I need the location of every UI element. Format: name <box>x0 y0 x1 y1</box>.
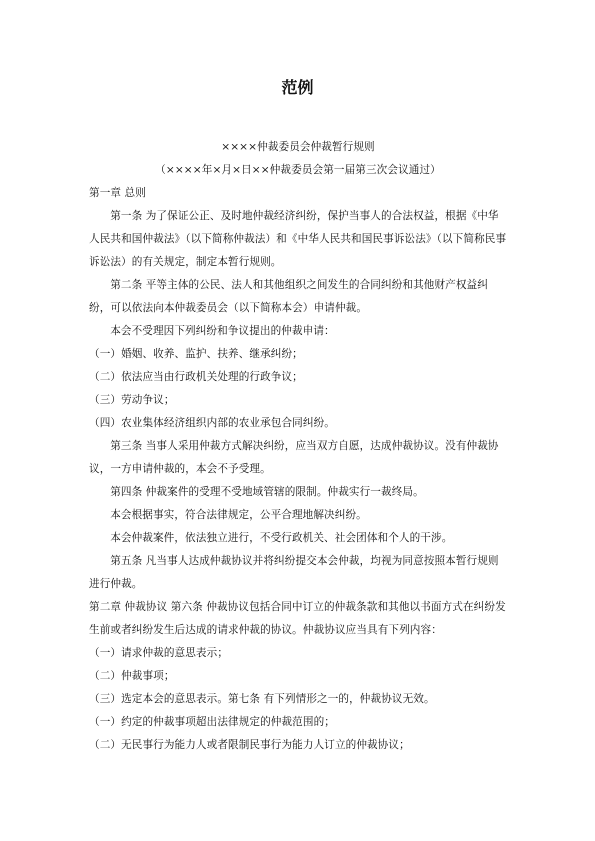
list-item: （三）劳动争议； <box>89 394 175 406</box>
article-paragraph: 第一条 为了保证公正、及时地仲裁经济纠纷，保护当事人的合法权益，根据《中华人民共和国仲裁法》（以下简称仲裁法）和《中华人民共和国民事诉讼法》（以下简称民事诉讼法）的有关规定，制定本暂行规则。 <box>89 210 507 268</box>
body-paragraph: 本会不受理因下列纠纷和争议提出的仲裁申请： <box>110 325 335 337</box>
document-subtitle: （××××年×月×日××仲裁委员会第一届第三次会议通过） <box>155 164 441 176</box>
article-paragraph: 第二条 平等主体的公民、法人和其他组织之间发生的合同纠纷和其他财产权益纠纷，可以依法向本仲裁委员会（以下简称本会）申请仲裁。 <box>89 279 488 314</box>
article-paragraph: 第五条 凡当事人达成仲裁协议并将纠纷提交本会仲裁，均视为同意按照本暂行规则进行仲裁。 <box>89 555 499 590</box>
document-title: ××××仲裁委员会仲裁暂行规则 <box>221 141 375 153</box>
list-item: （一）请求仲裁的意思表示； <box>89 647 229 659</box>
list-item: （二）依法应当由行政机关处理的行政争议； <box>89 371 303 383</box>
list-item: （一）约定的仲裁事项超出法律规定的仲裁范围的； <box>89 716 335 728</box>
list-item: （二）仲裁事项； <box>89 670 175 682</box>
list-item: （四）农业集体经济组织内部的农业承包合同纠纷。 <box>89 417 335 429</box>
article-paragraph: 第三条 当事人采用仲裁方式解决纠纷，应当双方自愿，达成仲裁协议。没有仲裁协议，一方申请仲裁的，本会不予受理。 <box>89 440 499 475</box>
page-heading: 范例 <box>281 78 314 97</box>
list-item: （二）无民事行为能力人或者限制民事行为能力人订立的仲裁协议； <box>89 739 410 751</box>
article-paragraph: 第四条 仲裁案件的受理不受地域管辖的限制。仲裁实行一裁终局。 <box>110 486 424 498</box>
list-item: （三）选定本会的意思表示。第七条 有下列情形之一的，仲裁协议无效。 <box>89 693 435 705</box>
body-paragraph: 本会根据事实，符合法律规定，公平合理地解决纠纷。 <box>110 509 367 521</box>
body-paragraph: 本会仲裁案件，依法独立进行，不受行政机关、社会团体和个人的干涉。 <box>110 532 453 544</box>
list-item: （一）婚姻、收养、监护、扶养、继承纠纷； <box>89 348 303 360</box>
chapter-heading: 第一章 总则 <box>89 187 146 199</box>
document-body <box>89 136 507 757</box>
chapter-paragraph: 第二章 仲裁协议 第六条 仲裁协议包括合同中订立的仲裁条款和其他以书面方式在纠纷发生前或者纠纷发生后达成的请求仲裁的协议。仲裁协议应当具有下列内容： <box>89 601 506 636</box>
